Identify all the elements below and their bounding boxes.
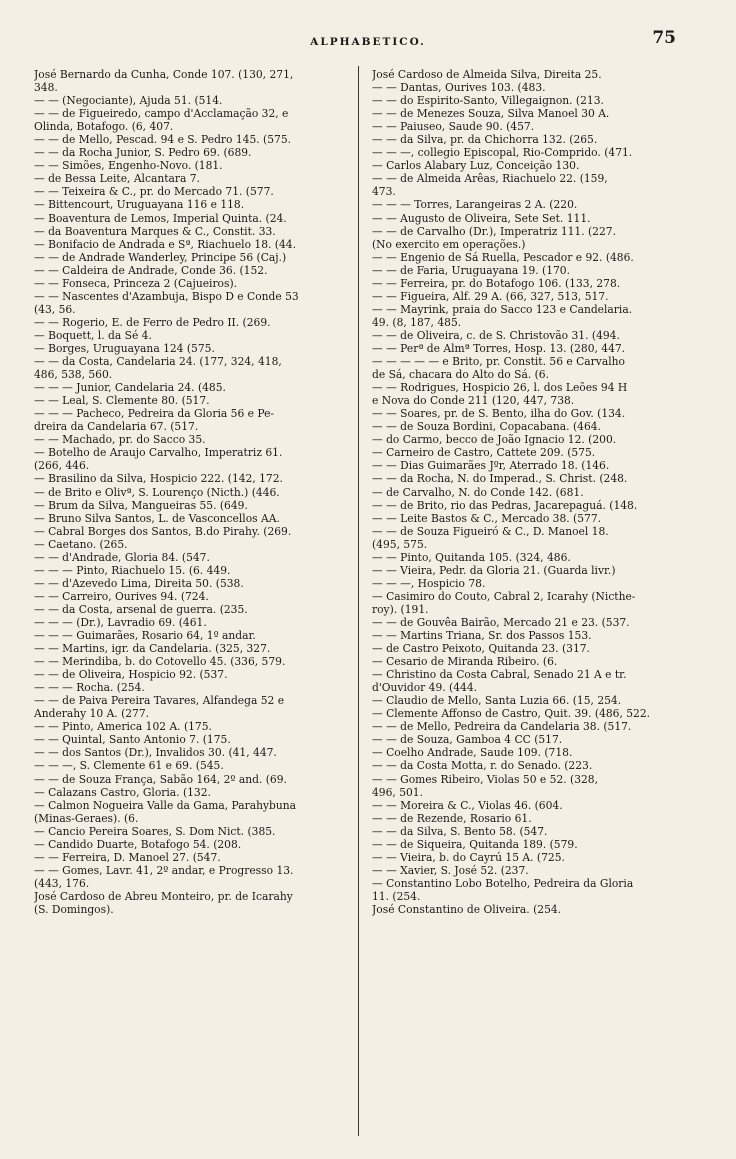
directory-entry-line: — — Martins Triana, Sr. dos Passos 153. bbox=[372, 629, 592, 643]
directory-entry-line: — — —, S. Clemente 61 e 69. (545. bbox=[34, 759, 224, 773]
directory-entry-line: — Christino da Costa Cabral, Senado 21 A e tr. bbox=[372, 668, 627, 682]
directory-entry-line: — — — Junior, Candelaria 24. (485. bbox=[34, 381, 226, 395]
directory-entry-line: — — Ferreira, pr. do Botafogo 106. (133, 278. bbox=[372, 276, 621, 290]
directory-entry-line: — Calazans Castro, Gloria. (132. bbox=[34, 785, 211, 799]
directory-entry-line: — Coelho Andrade, Saude 109. (718. bbox=[372, 746, 573, 760]
directory-entry-line: José Bernardo da Cunha, Conde 107. (130, 271, bbox=[34, 68, 294, 81]
directory-entry-line: — — de Souza, Gamboa 4 CC (517. bbox=[372, 733, 563, 747]
directory-entry-line: — — — Rocha. (254. bbox=[34, 681, 145, 695]
directory-entry-line: 348. bbox=[34, 81, 58, 95]
directory-entry-line: — Carlos Alabary Luz, Conceição 130. bbox=[372, 159, 580, 173]
directory-entry-line: — — de Gouvêa Bairão, Mercado 21 e 23. (537. bbox=[372, 615, 630, 629]
directory-entry-line: — — de Brito, rio das Pedras, Jacarepaguá. (148. bbox=[372, 498, 638, 512]
directory-entry-line: — — de Mello, Pedreira da Candelaria 38. (517. bbox=[372, 720, 632, 734]
directory-entry-line: 473. bbox=[372, 185, 396, 199]
directory-entry-line: — — Fonseca, Princeza 2 (Cajueiros). bbox=[34, 276, 238, 290]
directory-entry-line: — — Pinto, Quitanda 105. (324, 486. bbox=[372, 550, 571, 564]
right-column bbox=[372, 68, 694, 916]
directory-entry-line: — — de Mello, Pescad. 94 e S. Pedro 145. (575. bbox=[34, 133, 292, 147]
directory-entry-line: — — de Faria, Uruguayana 19. (170. bbox=[372, 263, 571, 277]
directory-entry-line: — do Carmo, becco de João Ignacio 12. (200. bbox=[372, 433, 617, 447]
directory-entry-line: — — da Costa, Candelaria 24. (177, 324, 418, bbox=[34, 355, 282, 369]
directory-entry-line: — Boquett, l. da Sé 4. bbox=[34, 328, 152, 342]
directory-entry-line: — — da Silva, pr. da Chichorra 132. (265. bbox=[372, 133, 598, 147]
directory-entry-line: — — Paiuseo, Saude 90. (457. bbox=[372, 120, 535, 134]
directory-entry-line: — da Boaventura Marques & C., Constit. 33. bbox=[34, 224, 276, 238]
directory-entry-line: — — de Figueiredo, campo d'Acclamação 32, e bbox=[34, 107, 289, 121]
directory-entry-line: — — Carreiro, Ourives 94. (724. bbox=[34, 589, 209, 603]
directory-entry-line: — — Machado, pr. do Sacco 35. bbox=[34, 433, 206, 447]
directory-entry-line: — Bonifacio de Andrada e Sª, Riachuelo 18. (44. bbox=[34, 237, 296, 251]
directory-entry-line: 486, 538, 560. bbox=[34, 368, 113, 382]
directory-entry-line: (Minas-Geraes). (6. bbox=[34, 811, 139, 825]
directory-entry-line: — Candido Duarte, Botafogo 54. (208. bbox=[34, 837, 242, 851]
directory-entry-line: José Cardoso de Abreu Monteiro, pr. de Icarahy bbox=[34, 889, 293, 903]
directory-entry-line: (495, 575. bbox=[372, 537, 428, 551]
directory-entry-line: — — de Siqueira, Quitanda 189. (579. bbox=[372, 837, 578, 851]
directory-entry-line: — — de Andrade Wanderley, Principe 56 (Caj.) bbox=[34, 250, 287, 264]
directory-entry-line: — — Leal, S. Clemente 80. (517. bbox=[34, 394, 210, 408]
directory-entry-line: — — Vieira, Pedr. da Gloria 21. (Guarda livr.) bbox=[372, 563, 616, 577]
directory-entry-line: — de Castro Peixoto, Quitanda 23. (317. bbox=[372, 642, 590, 656]
directory-entry-line: — — Engenio de Sá Ruella, Pescador e 92. (486. bbox=[372, 250, 634, 264]
directory-entry-line: — — Pinto, America 102 A. (175. bbox=[34, 720, 212, 734]
directory-entry-line: — Casimiro do Couto, Cabral 2, Icarahy (Nicthe- bbox=[372, 589, 636, 603]
directory-entry-line: — — da Silva, S. Bento 58. (547. bbox=[372, 824, 548, 838]
directory-entry-line: — — Nascentes d'Azambuja, Bispo D e Conde 53 bbox=[34, 289, 299, 303]
directory-entry-line: — — d'Azevedo Lima, Direita 50. (538. bbox=[34, 576, 244, 590]
directory-entry-line: 49. (8, 187, 485. bbox=[372, 315, 462, 329]
directory-entry-line: — — (Negociante), Ajuda 51. (514. bbox=[34, 94, 223, 108]
directory-entry-line: — — de Souza Bordini, Copacabana. (464. bbox=[372, 420, 601, 434]
directory-entry-line: — — Soares, pr. de S. Bento, ilha do Gov. (134. bbox=[372, 407, 626, 421]
directory-entry-line: 11. (254. bbox=[372, 889, 421, 903]
directory-entry-line: — Cancio Pereira Soares, S. Dom Nict. (385. bbox=[34, 824, 276, 838]
directory-entry-line: — — Rogerio, E. de Ferro de Pedro II. (269. bbox=[34, 315, 271, 329]
directory-entry-line: — — de Souza Figueiró & C., D. Manoel 18. bbox=[372, 524, 609, 538]
directory-entry-line: — — da Costa, arsenal de guerra. (235. bbox=[34, 602, 248, 616]
directory-entry-line: — — da Costa Motta, r. do Senado. (223. bbox=[372, 759, 593, 773]
directory-entry-line: — — de Oliveira, Hospicio 92. (537. bbox=[34, 668, 228, 682]
directory-entry-line: — — Mayrink, praia do Sacco 123 e Candelaria. bbox=[372, 302, 633, 316]
directory-entry-line: — — Teixeira & C., pr. do Mercado 71. (577. bbox=[34, 185, 274, 199]
directory-entry-line: (443, 176. bbox=[34, 876, 90, 890]
directory-entry-line: (S. Domingos). bbox=[34, 903, 114, 916]
directory-entry-line: — — Quintal, Santo Antonio 7. (175. bbox=[34, 733, 231, 747]
directory-entry-line: — Clemente Affonso de Castro, Quit. 39. (486, 522. bbox=[372, 707, 651, 721]
directory-entry-line: — Carneiro de Castro, Cattete 209. (575. bbox=[372, 446, 596, 460]
directory-entry-line: — — — (Dr.), Lavradio 69. (461. bbox=[34, 615, 207, 629]
directory-entry-line: — — — Pacheco, Pedreira da Gloria 56 e Pe- bbox=[34, 407, 275, 421]
directory-entry-line: — — Dias Guimarães Jºr, Aterrado 18. (146. bbox=[372, 459, 610, 473]
directory-entry-line: — de Bessa Leite, Alcantara 7. bbox=[34, 172, 200, 186]
directory-entry-line: — Cesario de Miranda Ribeiro. (6. bbox=[372, 655, 558, 669]
directory-entry-line: — — —, Hospicio 78. bbox=[372, 576, 486, 590]
directory-entry-line: — — da Rocha, N. do Imperad., S. Christ. (248. bbox=[372, 472, 628, 486]
directory-entry-line: — — Figueira, Alf. 29 A. (66, 327, 513, 517. bbox=[372, 289, 609, 303]
directory-entry-line: Anderahy 10 A. (277. bbox=[34, 707, 150, 721]
directory-entry-line: — — dos Santos (Dr.), Invalidos 30. (41, 447. bbox=[34, 746, 277, 760]
column-divider bbox=[358, 66, 359, 1136]
directory-entry-line: José Constantino de Oliveira. (254. bbox=[372, 903, 562, 916]
directory-entry-line: — Brum da Silva, Mangueiras 55. (649. bbox=[34, 498, 248, 512]
directory-entry-line: — — da Rocha Junior, S. Pedro 69. (689. bbox=[34, 146, 252, 160]
directory-entry-line: — — de Souza França, Sabão 164, 2º and. (69. bbox=[34, 772, 287, 786]
directory-entry-line: — — — Torres, Larangeiras 2 A. (220. bbox=[372, 198, 578, 212]
directory-entry-line: de Sá, chacara do Alto do Sá. (6. bbox=[372, 368, 549, 382]
directory-entry-line: — Boaventura de Lemos, Imperial Quinta. (24. bbox=[34, 211, 287, 225]
directory-entry-line: — — Simões, Engenho-Novo. (181. bbox=[34, 159, 223, 173]
directory-entry-line: — — Leite Bastos & C., Mercado 38. (577. bbox=[372, 511, 602, 525]
directory-entry-line: (266, 446. bbox=[34, 459, 90, 473]
directory-entry-line: — — —, collegio Episcopal, Rio-Comprido. (471. bbox=[372, 146, 633, 160]
directory-entry-line: roy). (191. bbox=[372, 602, 429, 616]
directory-entry-line: e Nova do Conde 211 (120, 447, 738. bbox=[372, 394, 575, 408]
directory-entry-line: — Cabral Borges dos Santos, B.do Pirahy. (269. bbox=[34, 524, 292, 538]
directory-entry-line: — — de Menezes Souza, Silva Manoel 30 A. bbox=[372, 107, 610, 121]
directory-entry-line: — — — Pinto, Riachuelo 15. (6. 449. bbox=[34, 563, 231, 577]
directory-entry-line: — — Caldeira de Andrade, Conde 36. (152. bbox=[34, 263, 268, 277]
directory-entry-line: — Brasilino da Silva, Hospicio 222. (142, 172. bbox=[34, 472, 283, 486]
directory-entry-line: José Cardoso de Almeida Silva, Direita 25. bbox=[372, 68, 602, 81]
directory-entry-line: — — do Espirito-Santo, Villegaignon. (213. bbox=[372, 94, 604, 108]
directory-entry-line: — — — — — e Brito, pr. Constit. 56 e Carvalho bbox=[372, 355, 625, 369]
directory-entry-line: — — Gomes, Lavr. 41, 2º andar, e Progresso 13. bbox=[34, 863, 294, 877]
directory-entry-line: — Botelho de Araujo Carvalho, Imperatriz 61. bbox=[34, 446, 283, 460]
directory-entry-line: — — de Almeida Arêas, Riachuelo 22. (159, bbox=[372, 172, 608, 186]
directory-entry-line: 496, 501. bbox=[372, 785, 423, 799]
directory-entry-line: — — Gomes Ribeiro, Violas 50 e 52. (328, bbox=[372, 772, 599, 786]
directory-entry-line: — — de Oliveira, c. de S. Christovão 31. (494. bbox=[372, 328, 620, 342]
directory-entry-line: (43, 56. bbox=[34, 302, 76, 316]
directory-entry-line: dreira da Candelaria 67. (517. bbox=[34, 420, 199, 434]
directory-entry-line: — Caetano. (265. bbox=[34, 537, 128, 551]
directory-entry-line: — de Brito e Olivª, S. Lourenço (Nicth.) (446. bbox=[34, 485, 280, 499]
left-column bbox=[34, 68, 356, 916]
directory-entry-line: — — Vieira, b. do Cayrú 15 A. (725. bbox=[372, 850, 565, 864]
directory-entry-line: — Bittencourt, Uruguayana 116 e 118. bbox=[34, 198, 245, 212]
directory-entry-line: Olinda, Botafogo. (6, 407. bbox=[34, 120, 174, 134]
directory-entry-line: — — Martins, igr. da Candelaria. (325, 327. bbox=[34, 642, 271, 656]
directory-entry-line: — — Perª de Almª Torres, Hosp. 13. (280, 447. bbox=[372, 341, 626, 355]
directory-entry-line: — — Xavier, S. José 52. (237. bbox=[372, 863, 529, 877]
page-number: 75 bbox=[652, 28, 676, 48]
directory-entry-line: — — Ferreira, D. Manoel 27. (547. bbox=[34, 850, 221, 864]
directory-entry-line: — — Rodrigues, Hospicio 26, l. dos Leões 94 H bbox=[372, 381, 628, 395]
directory-entry-line: — — de Rezende, Rosario 61. bbox=[372, 811, 532, 825]
directory-entry-line: — Borges, Uruguayana 124 (575. bbox=[34, 341, 215, 355]
page-header bbox=[0, 28, 736, 58]
directory-entry-line: — — Dantas, Ourives 103. (483. bbox=[372, 81, 546, 95]
directory-entry-line: — Constantino Lobo Botelho, Pedreira da Gloria bbox=[372, 876, 634, 890]
directory-entry-line: — Bruno Silva Santos, L. de Vasconcellos AA. bbox=[34, 511, 280, 525]
directory-entry-line: — — Moreira & C., Violas 46. (604. bbox=[372, 798, 563, 812]
directory-entry-line: — de Carvalho, N. do Conde 142. (681. bbox=[372, 485, 584, 499]
directory-entry-line: — Calmon Nogueira Valle da Gama, Parahybuna bbox=[34, 798, 296, 812]
directory-entry-line: — — Augusto de Oliveira, Sete Set. 111. bbox=[372, 211, 591, 225]
directory-entry-line: — — d'Andrade, Gloria 84. (547. bbox=[34, 550, 210, 564]
directory-entry-line: d'Ouvidor 49. (444. bbox=[372, 681, 478, 695]
directory-entry-line: — — Merindiba, b. do Cotovello 45. (336, 579. bbox=[34, 655, 286, 669]
directory-entry-line: — — de Paiva Pereira Tavares, Alfandega 52 e bbox=[34, 694, 285, 708]
directory-entry-line: — — de Carvalho (Dr.), Imperatriz 111. (227. bbox=[372, 224, 616, 238]
directory-entry-line: — — — Guimarães, Rosario 64, 1º andar. bbox=[34, 629, 256, 643]
running-head: ALPHABETICO. bbox=[310, 36, 426, 48]
directory-entry-line: (No exercito em operações.) bbox=[372, 237, 526, 251]
directory-entry-line: — Claudio de Mello, Santa Luzia 66. (15, 254. bbox=[372, 694, 622, 708]
